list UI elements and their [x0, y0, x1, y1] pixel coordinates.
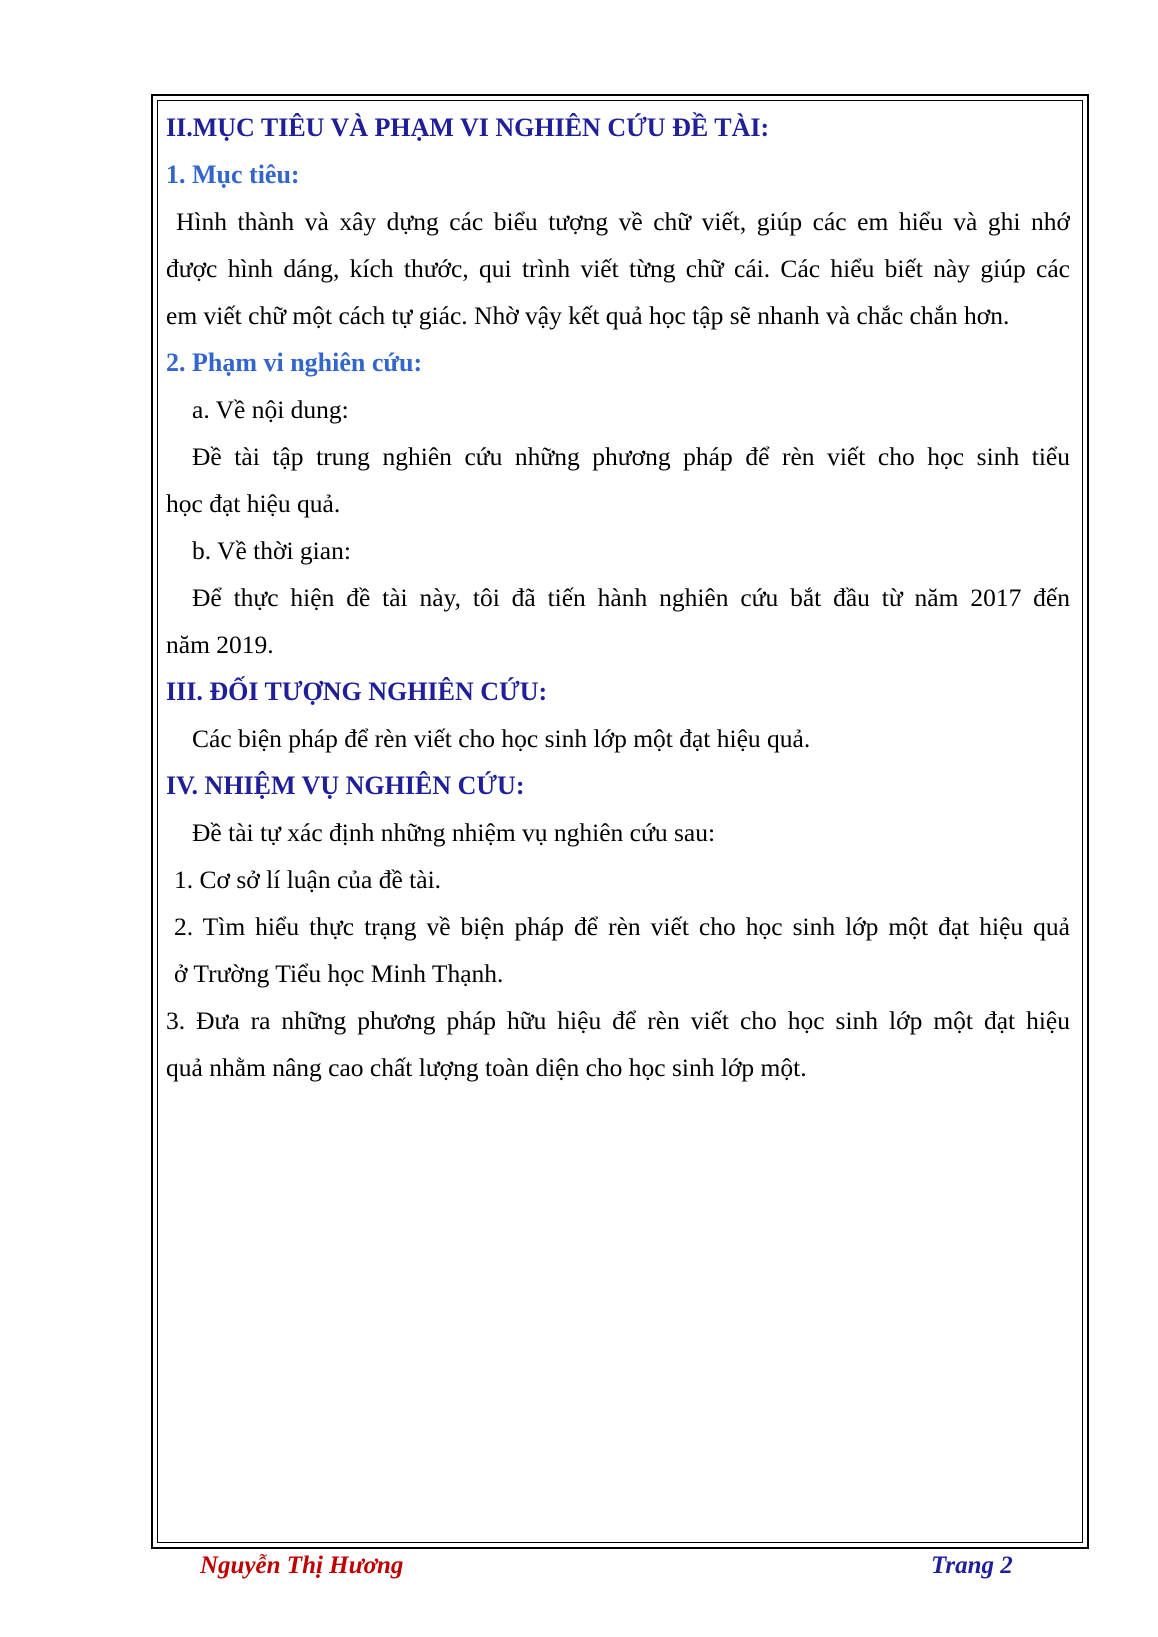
paragraph-line: Đề tài tập trung nghiên cứu những phương pháp để rèn viết cho học sinh tiểu: [192, 442, 1070, 471]
paragraph-line: học đạt hiệu quả.: [166, 489, 341, 518]
task-item: ở Trường Tiểu học Minh Thạnh.: [174, 959, 504, 988]
paragraph-line: Đề tài tự xác định những nhiệm vụ nghiên cứu sau:: [192, 818, 716, 847]
item-label-time: b. Về thời gian:: [192, 536, 351, 565]
task-item: quả nhằm nâng cao chất lượng toàn diện cho học sinh lớp một.: [166, 1053, 807, 1082]
task-item: 2. Tìm hiểu thực trạng về biện pháp để rèn viết cho học sinh lớp một đạt hiệu quả: [174, 912, 1070, 941]
subheading-objectives: 1. Mục tiêu:: [166, 160, 300, 189]
subheading-scope: 2. Phạm vi nghiên cứu:: [166, 348, 423, 377]
paragraph-line: Để thực hiện đề tài này, tôi đã tiến hành nghiên cứu bắt đầu từ năm 2017 đến: [192, 583, 1070, 612]
task-item: 1. Cơ sở lí luận của đề tài.: [174, 865, 442, 894]
task-item: 3. Đưa ra những phương pháp hữu hiệu để rèn viết cho học sinh lớp một đạt hiệu: [166, 1006, 1070, 1035]
section-heading-objectives-scope: II.MỤC TIÊU VÀ PHẠM VI NGHIÊN CỨU ĐỀ TÀI:: [166, 113, 770, 142]
footer-page-number: Trang 2: [931, 1552, 1013, 1579]
item-label-content: a. Về nội dung:: [192, 395, 349, 424]
paragraph-line: Hình thành và xây dựng các biểu tượng về chữ viết, giúp các em hiểu và ghi nhớ: [176, 207, 1070, 236]
footer-author: Nguyễn Thị Hương: [200, 1552, 404, 1579]
paragraph-line: được hình dáng, kích thước, qui trình viết từng chữ cái. Các hiểu biết này giúp các: [166, 254, 1070, 283]
section-heading-research-subject: III. ĐỐI TƯỢNG NGHIÊN CỨU:: [166, 677, 548, 706]
paragraph-line: năm 2019.: [166, 630, 274, 659]
section-heading-research-tasks: IV. NHIỆM VỤ NGHIÊN CỨU:: [166, 771, 525, 800]
document-body: [166, 104, 1070, 1091]
paragraph-line: em viết chữ một cách tự giác. Nhờ vậy kết quả học tập sẽ nhanh và chắc chắn hơn.: [166, 301, 1010, 330]
paragraph-line: Các biện pháp để rèn viết cho học sinh lớp một đạt hiệu quả.: [192, 724, 811, 753]
